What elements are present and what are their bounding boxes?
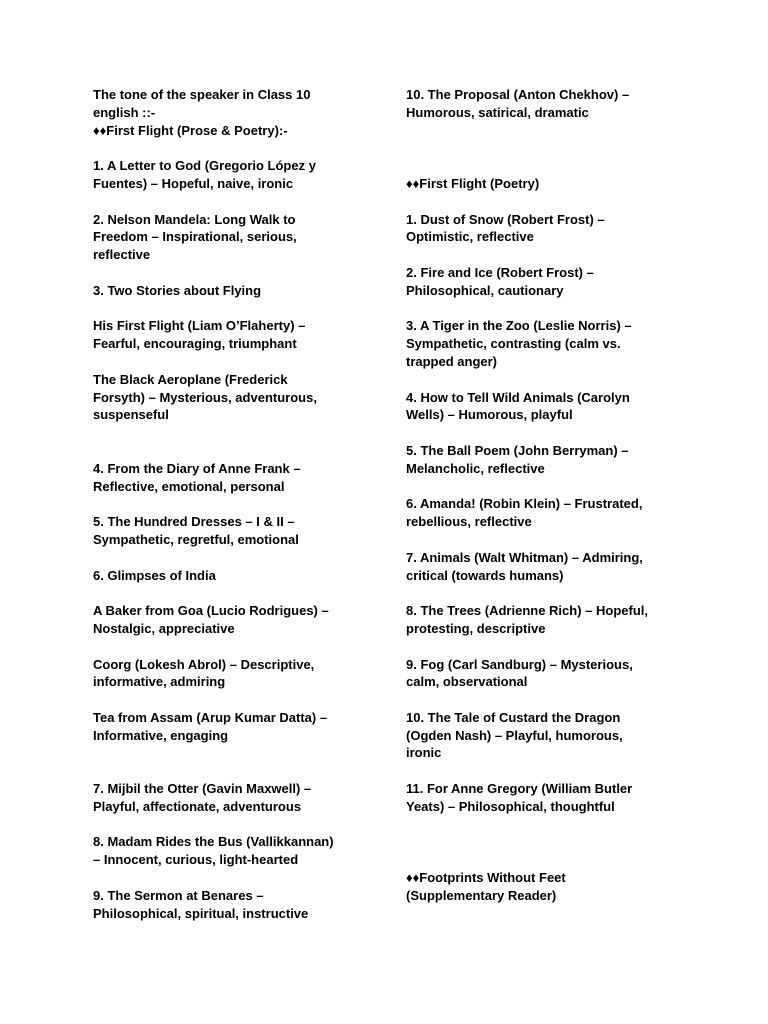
- right-text-line: [406, 833, 686, 851]
- left-text-line: The tone of the speaker in Class 10: [93, 87, 311, 102]
- left-text-line: suspenseful: [93, 407, 169, 423]
- right-text-line: 4. How to Tell Wild Animals (Carolyn: [406, 389, 630, 405]
- right-text-line: [406, 193, 686, 211]
- left-column: [93, 86, 368, 922]
- left-text-line: Coorg (Lokesh Abrol) – Descriptive,: [93, 656, 315, 672]
- left-text-line: [93, 442, 368, 460]
- left-text-line: Fuentes) – Hopeful, naive, ironic: [93, 175, 294, 191]
- left-text-line: [93, 495, 368, 513]
- right-text-line: 3. A Tiger in the Zoo (Leslie Norris) –: [406, 318, 632, 334]
- left-text-line: Nostalgic, appreciative: [93, 620, 235, 636]
- left-text-line: Sympathetic, regretful, emotional: [93, 531, 299, 547]
- right-text-line: rebellious, reflective: [406, 514, 532, 530]
- left-text-line: Informative, engaging: [93, 727, 229, 743]
- right-text-line: [406, 531, 686, 549]
- left-text-line: – Innocent, curious, light-hearted: [93, 852, 299, 868]
- left-text-line: Reflective, emotional, personal: [93, 478, 285, 494]
- left-text-line: 9. The Sermon at Benares –: [93, 887, 264, 903]
- right-text-line: 1. Dust of Snow (Robert Frost) –: [406, 211, 605, 227]
- right-text-line: 8. The Trees (Adrienne Rich) – Hopeful,: [406, 603, 648, 619]
- left-text-line: english ::-: [93, 104, 156, 120]
- right-text-line: [406, 300, 686, 318]
- left-text-line: reflective: [93, 247, 151, 263]
- left-text-line: Forsyth) – Mysterious, adventurous,: [93, 389, 317, 405]
- left-text-line: [93, 869, 368, 887]
- right-column: [406, 86, 686, 905]
- left-text-line: [93, 264, 368, 282]
- left-text-line: His First Flight (Liam O’Flaherty) –: [93, 318, 306, 334]
- right-text-line: 9. Fog (Carl Sandburg) – Mysterious,: [406, 656, 633, 672]
- left-text-line: A Baker from Goa (Lucio Rodrigues) –: [93, 603, 329, 619]
- left-text-line: [93, 300, 368, 318]
- right-text-line: [406, 157, 686, 175]
- left-text-line: [93, 638, 368, 656]
- right-text-line: [406, 371, 686, 389]
- left-text-line: 3. Two Stories about Flying: [93, 282, 262, 298]
- left-text-line: 1. A Letter to God (Gregorio López y: [93, 158, 316, 174]
- left-text-line: 6. Glimpses of India: [93, 567, 216, 583]
- right-text-line: [406, 691, 686, 709]
- right-text-line: (Supplementary Reader): [406, 887, 557, 903]
- left-text-line: [93, 691, 368, 709]
- left-text-line: [93, 424, 368, 442]
- right-text-line: [406, 762, 686, 780]
- right-text-line: [406, 478, 686, 496]
- right-text-line: [406, 638, 686, 656]
- left-text-line: Playful, affectionate, adventurous: [93, 798, 302, 814]
- right-text-line: 5. The Ball Poem (John Berryman) –: [406, 442, 629, 458]
- left-text-line: ♦♦First Flight (Prose & Poetry):-: [93, 122, 288, 138]
- left-text-line: [93, 762, 368, 780]
- right-text-line: ♦♦Footprints Without Feet: [406, 870, 566, 886]
- left-text-line: Tea from Assam (Arup Kumar Datta) –: [93, 709, 328, 725]
- right-text-line: 6. Amanda! (Robin Klein) – Frustrated,: [406, 496, 643, 512]
- left-text-line: 4. From the Diary of Anne Frank –: [93, 460, 301, 476]
- left-text-line: The Black Aeroplane (Frederick: [93, 371, 288, 387]
- right-text-line: Humorous, satirical, dramatic: [406, 104, 589, 120]
- left-text-line: [93, 549, 368, 567]
- right-text-line: [406, 424, 686, 442]
- right-text-line: 2. Fire and Ice (Robert Frost) –: [406, 264, 594, 280]
- left-text-line: 5. The Hundred Dresses – I & II –: [93, 514, 295, 530]
- left-text-line: [93, 139, 368, 157]
- left-text-line: informative, admiring: [93, 674, 226, 690]
- right-text-line: [406, 816, 686, 834]
- left-text-line: Fearful, encouraging, triumphant: [93, 336, 297, 352]
- left-text-line: 8. Madam Rides the Bus (Vallikkannan): [93, 834, 334, 850]
- right-text-line: protesting, descriptive: [406, 620, 546, 636]
- right-text-line: [406, 246, 686, 264]
- left-text-line: [93, 584, 368, 602]
- right-text-line: ♦♦First Flight (Poetry): [406, 175, 540, 191]
- right-text-line: Sympathetic, contrasting (calm vs.: [406, 336, 621, 352]
- left-text-line: [93, 193, 368, 211]
- right-text-line: Philosophical, cautionary: [406, 282, 564, 298]
- right-text-line: (Ogden Nash) – Playful, humorous,: [406, 727, 623, 743]
- right-text-line: [406, 139, 686, 157]
- right-text-line: 10. The Proposal (Anton Chekhov) –: [406, 87, 630, 102]
- left-text-line: Philosophical, spiritual, instructive: [93, 905, 309, 921]
- right-text-line: 10. The Tale of Custard the Dragon: [406, 709, 621, 725]
- left-text-line: [93, 353, 368, 371]
- left-text-line: Freedom – Inspirational, serious,: [93, 229, 297, 245]
- left-text-line: 7. Mijbil the Otter (Gavin Maxwell) –: [93, 781, 312, 797]
- left-text-line: 2. Nelson Mandela: Long Walk to: [93, 211, 296, 227]
- right-text-line: ironic: [406, 745, 442, 761]
- right-text-line: [406, 851, 686, 869]
- right-text-line: 7. Animals (Walt Whitman) – Admiring,: [406, 549, 643, 565]
- right-text-line: Yeats) – Philosophical, thoughtful: [406, 798, 615, 814]
- right-text-line: [406, 122, 686, 140]
- right-text-line: trapped anger): [406, 353, 498, 369]
- right-text-line: 11. For Anne Gregory (William Butler: [406, 781, 633, 797]
- right-text-line: [406, 584, 686, 602]
- right-text-line: calm, observational: [406, 674, 528, 690]
- left-text-line: [93, 744, 368, 762]
- right-text-line: critical (towards humans): [406, 567, 564, 583]
- right-text-line: Wells) – Humorous, playful: [406, 407, 573, 423]
- right-text-line: Optimistic, reflective: [406, 229, 534, 245]
- right-text-line: Melancholic, reflective: [406, 460, 545, 476]
- left-text-line: [93, 816, 368, 834]
